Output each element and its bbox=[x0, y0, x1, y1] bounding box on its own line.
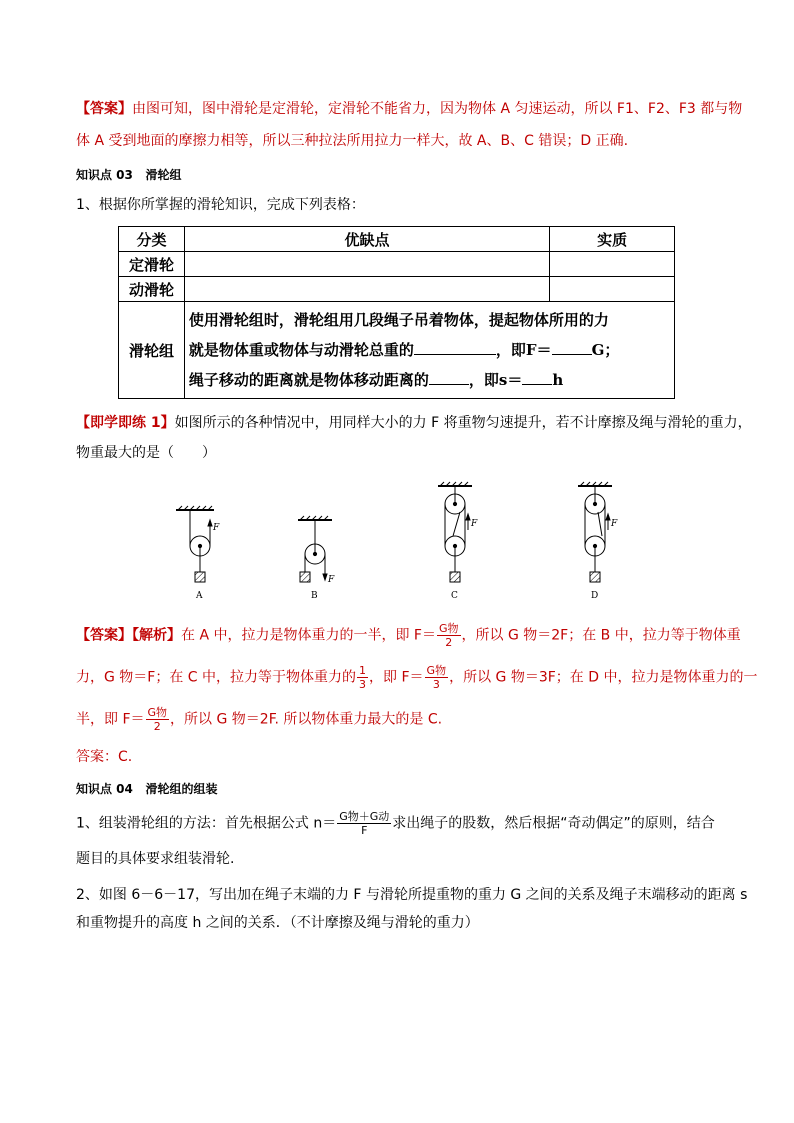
method-p2: 求出绳子的股数，然后根据“奇动偶定”的原则，结合 bbox=[392, 815, 715, 832]
analysis-line1 bbox=[76, 622, 741, 649]
analysis-p1: 在 A 中，拉力是物体重力的一半，即 F＝ bbox=[181, 627, 436, 644]
kp04-title: 滑轮组的组装 bbox=[145, 782, 218, 796]
fraction-one-third bbox=[357, 664, 368, 691]
analysis-line3 bbox=[76, 706, 442, 733]
analysis-p6: 半，即 F＝ bbox=[76, 711, 145, 728]
answer-label: 【答案】 bbox=[76, 101, 132, 117]
table-header-row bbox=[119, 227, 675, 252]
frac-num: G物 bbox=[147, 706, 168, 719]
blank-2[interactable] bbox=[552, 336, 592, 355]
question-1-prompt: 1、根据你所掌握的滑轮知识，完成下列表格： bbox=[76, 197, 365, 213]
fraction-g-over-2b bbox=[146, 706, 170, 733]
row-pulley-block: 滑轮组 bbox=[119, 302, 185, 399]
analysis-p7: ，所以 G 物＝2F. 所以物体重力最大的是 C. bbox=[170, 711, 443, 728]
analysis-p3: 力，G 物＝F；在 C 中，拉力等于物体重力的 bbox=[76, 669, 357, 686]
fixed-pros-cons-cell[interactable] bbox=[184, 252, 549, 277]
q2-line1: 2、如图 6－6－17，写出加在绳子末端的力 F 与滑轮所提重物的重力 G 之间的关系及绳子末端移动的距离 s bbox=[76, 887, 748, 903]
analysis-p4: ，即 F＝ bbox=[369, 669, 424, 686]
blank-1[interactable] bbox=[414, 336, 496, 355]
pulley-block-description bbox=[184, 302, 674, 399]
q2-line2: 和重物提升的高度 h 之间的关系．（不计摩擦及绳与滑轮的重力） bbox=[76, 915, 479, 931]
fixed-essence-cell[interactable] bbox=[550, 252, 675, 277]
force-label-b: F bbox=[328, 575, 335, 585]
kp03-title: 滑轮组 bbox=[145, 168, 182, 182]
figure-label-a: A bbox=[196, 591, 203, 601]
line2-text-b: ，即F＝ bbox=[495, 341, 552, 359]
fraction-g-over-2 bbox=[437, 622, 461, 649]
header-essence: 实质 bbox=[550, 227, 675, 252]
analysis-line2 bbox=[76, 664, 757, 691]
line2-text-c: G； bbox=[591, 341, 620, 359]
force-label-c: F bbox=[471, 519, 478, 529]
line2-text-a: 就是物体重或物体与动滑轮总重的 bbox=[188, 341, 414, 359]
header-category: 分类 bbox=[119, 227, 185, 252]
frac-den: 3 bbox=[432, 678, 440, 691]
fraction-n-formula bbox=[337, 810, 391, 837]
answer-text-2: 体 A 受到地面的摩擦力相等，所以三种拉法所用拉力一样大，故 A、B、C 错误；D 正确. bbox=[76, 133, 629, 149]
pulley-a bbox=[176, 506, 214, 582]
figure-label-c: C bbox=[451, 591, 458, 601]
frac-den: 2 bbox=[445, 636, 453, 649]
pulley-b bbox=[298, 516, 332, 582]
method-line2: 题目的具体要求组装滑轮. bbox=[76, 851, 235, 867]
line3-text-b: ，即s＝ bbox=[468, 371, 523, 389]
answer-paragraph-line1 bbox=[76, 96, 742, 122]
kp04-label: 知识点 04 bbox=[76, 782, 133, 796]
analysis-p5: ，所以 G 物＝3F；在 D 中，拉力是物体重力的一 bbox=[449, 669, 758, 686]
header-pros-cons: 优缺点 bbox=[184, 227, 549, 252]
blank-3[interactable] bbox=[429, 366, 469, 385]
figure-label-b: B bbox=[311, 591, 318, 601]
method-line1 bbox=[76, 810, 715, 837]
line3-text-a: 绳子移动的距离就是物体移动距离的 bbox=[188, 371, 429, 389]
table-row bbox=[119, 252, 675, 277]
pulley-block-line3 bbox=[189, 365, 670, 395]
frac-num: G物＋G动 bbox=[339, 810, 390, 823]
pulley-c bbox=[438, 482, 472, 582]
force-label-d: F bbox=[611, 519, 618, 529]
answer-line: 答案：C. bbox=[76, 749, 133, 765]
table-row bbox=[119, 277, 675, 302]
kp03-label: 知识点 03 bbox=[76, 168, 133, 182]
frac-num: G物 bbox=[438, 622, 459, 635]
knowledge-point-04 bbox=[76, 780, 217, 797]
frac-den: 3 bbox=[359, 678, 367, 691]
row-fixed-pulley: 定滑轮 bbox=[119, 252, 185, 277]
line3-text-c: h bbox=[552, 371, 564, 389]
practice-text-2: 物重最大的是（ ） bbox=[76, 445, 216, 461]
answer-text-1: 由图可知，图中滑轮是定滑轮，定滑轮不能省力，因为物体 A 匀速运动，所以 F1、F2、F3 都与物 bbox=[132, 101, 743, 117]
frac-den: 2 bbox=[153, 720, 161, 733]
pulley-block-line2 bbox=[189, 335, 670, 365]
practice-label: 【即学即练 1】 bbox=[76, 415, 175, 431]
pulley-diagram bbox=[160, 474, 630, 604]
blank-4[interactable] bbox=[522, 366, 552, 385]
row-movable-pulley: 动滑轮 bbox=[119, 277, 185, 302]
pulley-block-line1: 使用滑轮组时，滑轮组用几段绳子吊着物体，提起物体所用的力 bbox=[188, 311, 609, 329]
frac-num: 1 bbox=[359, 664, 367, 677]
frac-den: F bbox=[361, 824, 368, 837]
movable-pros-cons-cell[interactable] bbox=[184, 277, 549, 302]
fraction-g-over-3 bbox=[425, 664, 449, 691]
pulley-table bbox=[118, 226, 675, 399]
force-label-a: F bbox=[213, 523, 220, 533]
movable-essence-cell[interactable] bbox=[550, 277, 675, 302]
practice-line1 bbox=[76, 410, 752, 436]
pulley-d bbox=[578, 482, 612, 582]
figure-label-d: D bbox=[591, 591, 599, 601]
method-p1: 1、组装滑轮组的方法：首先根据公式 n＝ bbox=[76, 815, 337, 832]
frac-num: G物 bbox=[426, 664, 447, 677]
practice-text-1: 如图所示的各种情况中，用同样大小的力 F 将重物匀速提升，若不计摩擦及绳与滑轮的重力， bbox=[174, 415, 752, 431]
knowledge-point-03 bbox=[76, 166, 181, 183]
analysis-label: 【答案】【解析】 bbox=[76, 627, 181, 644]
analysis-p2: ，所以 G 物＝2F；在 B 中，拉力等于物体重 bbox=[461, 627, 741, 644]
table-row bbox=[119, 302, 675, 399]
